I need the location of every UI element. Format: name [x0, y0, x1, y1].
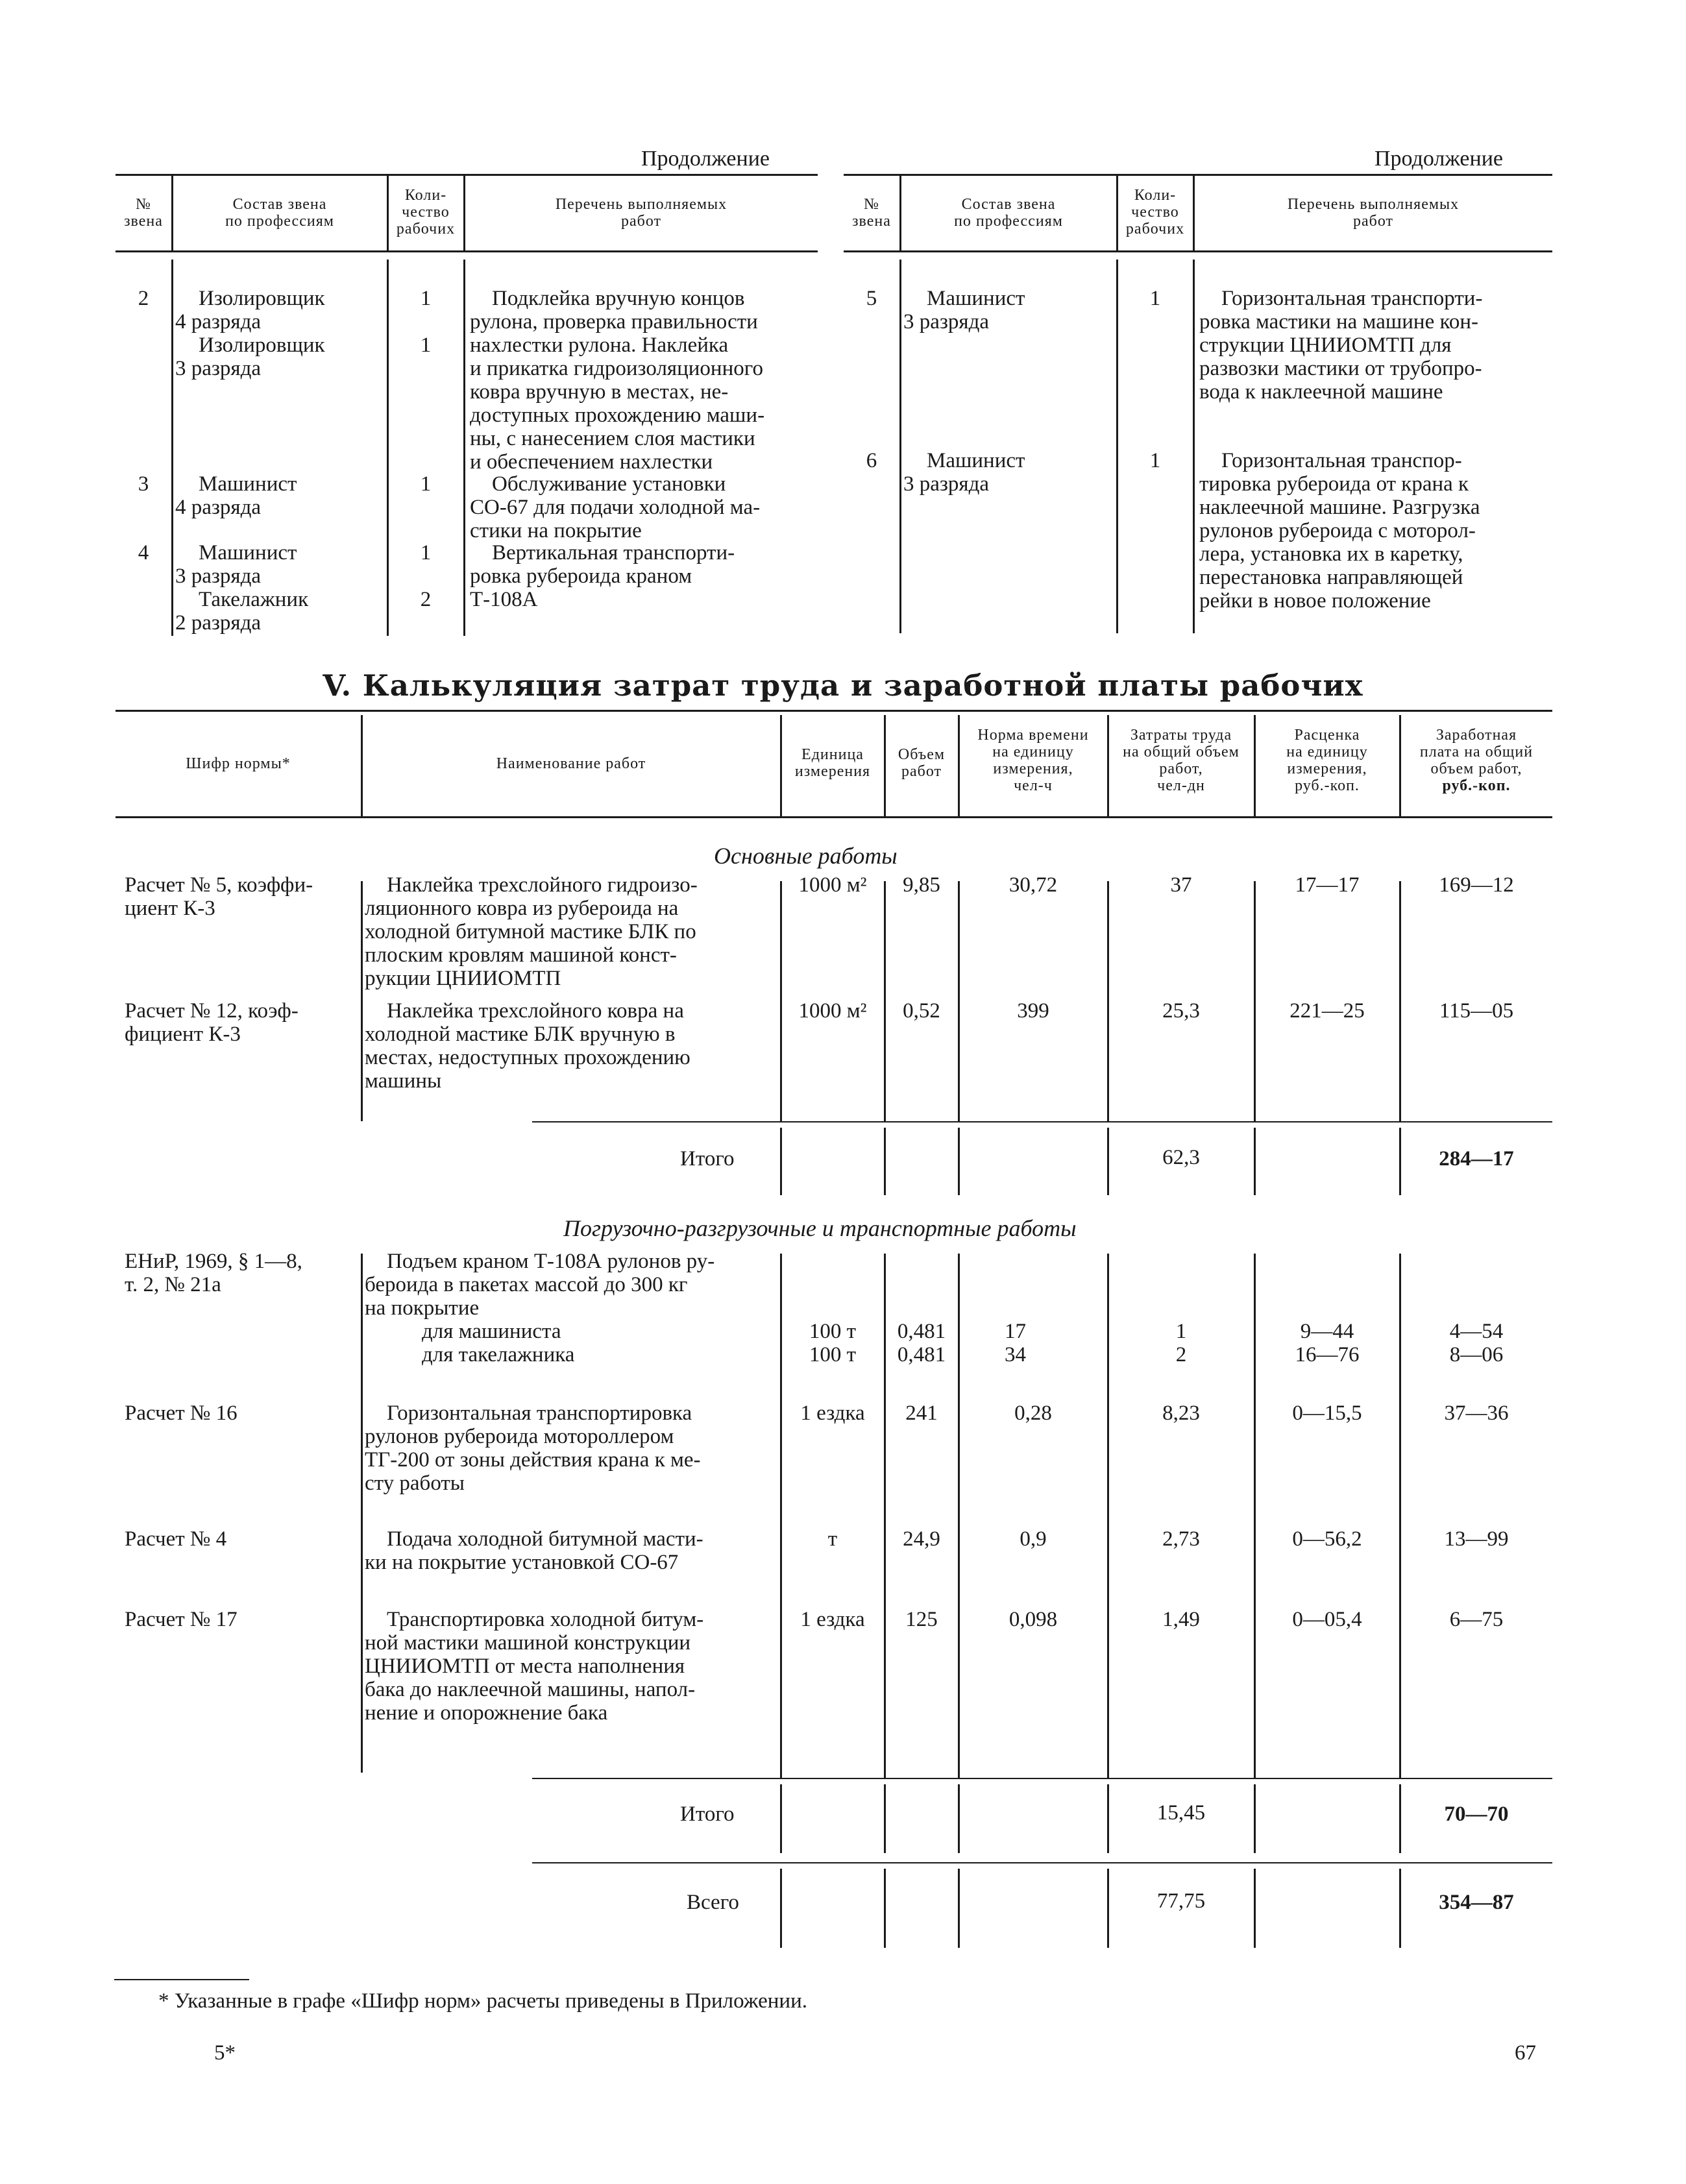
main-row2-volume: 0,52 [903, 999, 940, 1023]
main-row2-code: Расчет № 12, коэф- фициент К-3 [125, 999, 299, 1046]
load-row1-sub2-rate: 16—76 [1295, 1343, 1360, 1366]
main-row2-norm: 399 [1017, 999, 1049, 1023]
tl-row2-works: Подклейка вручную концов рулона, проверка правильности нахлестки рулона. Наклейка и прикатка гидроизоляционного ковра вручную в местах, не- доступных прохождению маши- ны, с нанесением слоя мастики и обеспечением нахлестки [470, 287, 765, 474]
load-total-vline-5 [1254, 1784, 1256, 1853]
signature-mark: 5* [214, 2041, 236, 2065]
load-row1-sub1-norm: 17 [1005, 1320, 1026, 1343]
load-vline-5 [1107, 1254, 1109, 1778]
main-row2-rate: 221—25 [1289, 999, 1365, 1023]
main-row1-wage: 169—12 [1439, 873, 1514, 897]
main-total-vline-5 [1254, 1128, 1256, 1195]
tr-body-vline-1 [899, 260, 901, 633]
main-total-rule [532, 1121, 1552, 1122]
main-vline-6 [1254, 881, 1256, 1121]
load-total-labor: 15,45 [1156, 1801, 1206, 1825]
section-title: V. Калькуляция затрат труда и заработной платы рабочих [323, 668, 1363, 703]
tl-row3-works: Обслуживание установки СО-67 для подачи холодной ма- стики на покрытие [470, 472, 761, 542]
tr-row6-works: Горизонтальная транспор- тировка рубероида от крана к наклеечной машине. Разгрузка рулонов рубероида с моторол- лера, установка их в каретку, перестановка направляющей рейки в новое положение [1199, 449, 1480, 613]
tr-row5-composition: Машинист 3 разряда [903, 287, 1025, 334]
main-total-vline-3 [958, 1128, 960, 1195]
continuation-label-left: Продолжение [641, 147, 770, 171]
load-row2-norm: 0,28 [1014, 1401, 1052, 1425]
load-row1-sub2-unit: 100 т [809, 1343, 857, 1366]
calc-header-rule-bottom [116, 816, 1552, 818]
main-total-labor: 62,3 [1162, 1146, 1200, 1169]
calc-header-wage: Заработная плата на общий объем работ, руб.-коп. [1419, 727, 1533, 794]
main-vline-5 [1107, 881, 1109, 1121]
grand-total-vline-1 [780, 1869, 782, 1948]
continuation-label-right: Продолжение [1374, 147, 1504, 171]
main-row1-name: Наклейка трехслойного гидроизо- ляционного ковра из рубероида на холодной битумной мастике БЛК по плоским кровлям машиной конст- рукции ЦНИИОМТП [365, 873, 698, 990]
main-row2-wage: 115—05 [1439, 999, 1514, 1023]
load-row3-name: Подача холодной битумной масти- ки на покрытие установкой СО-67 [365, 1527, 703, 1574]
load-row1-sub2-wage: 8—06 [1449, 1343, 1504, 1366]
load-row2-name: Горизонтальная транспортировка рулонов рубероида мотороллером ТГ-200 от зоны действия крана к ме- сту работы [365, 1401, 701, 1495]
tr-body-vline-3 [1193, 260, 1195, 633]
load-total-rule [532, 1778, 1552, 1779]
tl-row3-num: 3 [138, 472, 149, 496]
calc-header-code: Шифр нормы* [186, 755, 291, 772]
grand-total-vline-4 [1107, 1869, 1109, 1948]
load-row4-rate: 0—05,4 [1292, 1608, 1362, 1631]
load-row3-rate: 0—56,2 [1292, 1527, 1362, 1551]
main-works-title: Основные работы [714, 843, 898, 869]
tl-row2-count: 1 1 [420, 287, 432, 357]
load-vline-6 [1254, 1254, 1256, 1778]
tl-row3-count: 1 [420, 472, 432, 496]
grand-total-vline-3 [958, 1869, 960, 1948]
load-row1-sub1-wage: 4—54 [1449, 1320, 1504, 1343]
main-total-label: Итого [680, 1147, 735, 1171]
load-row3-code: Расчет № 4 [125, 1527, 227, 1551]
load-row1-sub1-unit: 100 т [809, 1320, 857, 1343]
calc-header-rate: Расценка на единицу измерения, руб.-коп. [1286, 727, 1368, 794]
main-row1-unit: 1000 м² [798, 873, 867, 897]
load-row2-wage: 37—36 [1444, 1401, 1509, 1425]
main-vline-1 [361, 881, 363, 1121]
load-row1-sub2-name: для такелажника [422, 1343, 575, 1366]
load-row2-unit: 1 ездка [800, 1401, 865, 1425]
load-row1-sub1-labor: 1 [1175, 1320, 1187, 1343]
calc-header-unit: Единица измерения [794, 746, 871, 780]
load-row4-volume: 125 [905, 1608, 938, 1631]
load-row4-labor: 1,49 [1162, 1608, 1200, 1631]
calc-header-name: Наименование работ [496, 755, 646, 772]
main-vline-4 [958, 881, 960, 1121]
load-total-vline-6 [1399, 1784, 1401, 1853]
load-row1-sub1-name: для машиниста [422, 1320, 561, 1343]
load-row1-sub2-labor: 2 [1175, 1343, 1187, 1366]
load-vline-3 [884, 1254, 886, 1778]
footnote-rule [114, 1979, 249, 1980]
load-row4-name: Транспортировка холодной битум- ной мастики машиной конструкции ЦНИИОМТП от места наполнения бака до наклеечной машины, напол- нение и опорожнение бака [365, 1608, 704, 1725]
load-vline-1 [361, 1254, 363, 1773]
load-row1-sub2-norm: 34 [1005, 1343, 1026, 1366]
load-row1-sub2-volume: 0,481 [897, 1343, 946, 1366]
main-row1-volume: 9,85 [903, 873, 940, 897]
load-row1-code: ЕНиР, 1969, § 1—8, т. 2, № 21а [125, 1250, 302, 1296]
tr-row5-count: 1 [1149, 287, 1161, 310]
tl-row2-composition: Изолировщик 4 разряда Изолировщик 3 разряда [175, 287, 325, 380]
tr-body-vline-2 [1116, 260, 1118, 633]
tl-row4-works: Вертикальная транспорти- ровка рубероида краном Т-108А [470, 541, 735, 611]
main-vline-2 [780, 881, 782, 1121]
load-row1-name: Подъем краном Т-108А рулонов ру- бероида в пакетах массой до 300 кг на покрытие [365, 1250, 715, 1320]
load-works-title: Погрузочно-разгрузочные и транспортные работы [563, 1215, 1077, 1241]
load-total-vline-2 [884, 1784, 886, 1853]
load-row2-code: Расчет № 16 [125, 1401, 238, 1425]
main-row2-name: Наклейка трехслойного ковра на холодной мастике БЛК вручную в местах, недоступных прохождению машины [365, 999, 690, 1093]
load-vline-4 [958, 1254, 960, 1778]
load-row4-norm: 0,098 [1008, 1608, 1058, 1631]
tr-row6-composition: Машинист 3 разряда [903, 449, 1025, 496]
load-vline-7 [1399, 1254, 1401, 1778]
tl-row3-composition: Машинист 4 разряда [175, 472, 297, 519]
calc-header-labor: Затраты труда на общий объем работ, чел-дн [1123, 727, 1240, 794]
top-right-header-rule-top [844, 174, 1552, 176]
tl-header-count: Коли- чество рабочих [396, 187, 456, 237]
top-left-header-rule-top [116, 174, 818, 176]
tr-row5-num: 5 [866, 287, 877, 310]
main-vline-3 [884, 881, 886, 1121]
footnote-text: * Указанные в графе «Шифр норм» расчеты приведены в Приложении. [158, 1989, 808, 2013]
main-row1-rate: 17—17 [1295, 873, 1360, 897]
load-row2-labor: 8,23 [1162, 1401, 1200, 1425]
tl-body-vline-2 [387, 260, 389, 636]
tl-row2-num: 2 [138, 287, 149, 310]
grand-total-vline-6 [1399, 1869, 1401, 1948]
load-row2-rate: 0—15,5 [1292, 1401, 1362, 1425]
calc-header-rule-top [116, 710, 1552, 712]
tl-row4-count: 1 2 [420, 541, 432, 611]
load-row4-code: Расчет № 17 [125, 1608, 238, 1631]
load-row3-norm: 0,9 [1020, 1527, 1047, 1551]
tl-body-vline-1 [171, 260, 173, 636]
load-total-label: Итого [680, 1802, 735, 1826]
load-total-vline-1 [780, 1784, 782, 1853]
tr-header-count: Коли- чество рабочих [1125, 187, 1185, 237]
main-row1-norm: 30,72 [1008, 873, 1058, 897]
main-total-vline-6 [1399, 1128, 1401, 1195]
tr-row6-count: 1 [1149, 449, 1161, 472]
load-row3-wage: 13—99 [1444, 1527, 1509, 1551]
load-row3-labor: 2,73 [1162, 1527, 1200, 1551]
tr-header-num: № звена [852, 196, 891, 230]
load-total-vline-3 [958, 1784, 960, 1853]
top-left-header-rule-bottom [116, 250, 818, 252]
load-row3-volume: 24,9 [903, 1527, 940, 1551]
grand-total-vline-2 [884, 1869, 886, 1948]
tl-row4-composition: Машинист 3 разряда Такелажник 2 разряда [175, 541, 309, 635]
top-right-header-rule-bottom [844, 250, 1552, 252]
grand-total-label: Всего [687, 1891, 739, 1914]
grand-total-labor: 77,75 [1156, 1889, 1206, 1913]
grand-total-vline-5 [1254, 1869, 1256, 1948]
load-total-wage: 70—70 [1444, 1802, 1509, 1826]
load-vline-2 [780, 1254, 782, 1778]
tr-header-works: Перечень выполняемых работ [1287, 196, 1460, 230]
load-total-vline-4 [1107, 1784, 1109, 1853]
tl-header-composition: Состав звена по профессиям [225, 196, 334, 230]
main-total-wage: 284—17 [1439, 1147, 1514, 1171]
main-total-vline-2 [884, 1128, 886, 1195]
grand-total-wage: 354—87 [1439, 1891, 1514, 1914]
main-row2-unit: 1000 м² [798, 999, 867, 1023]
page-number: 67 [1515, 2041, 1536, 2065]
load-row3-unit: т [827, 1527, 838, 1551]
tl-row4-num: 4 [138, 541, 149, 564]
main-row1-code: Расчет № 5, коэффи- циент К-3 [125, 873, 313, 920]
tl-body-vline-3 [463, 260, 465, 636]
main-total-vline-4 [1107, 1128, 1109, 1195]
calc-header-norm: Норма времени на единицу измерения, чел-ч [977, 727, 1089, 794]
tr-row6-num: 6 [866, 449, 877, 472]
load-row4-wage: 6—75 [1449, 1608, 1504, 1631]
calc-header-volume: Объем работ [898, 746, 946, 780]
load-row4-unit: 1 ездка [800, 1608, 865, 1631]
tl-header-works: Перечень выполняемых работ [555, 196, 727, 230]
load-row2-volume: 241 [905, 1401, 938, 1425]
main-row1-labor: 37 [1170, 873, 1192, 897]
main-row2-labor: 25,3 [1162, 999, 1200, 1023]
tr-row5-works: Горизонтальная транспорти- ровка мастики на машине кон- струкции ЦНИИОМТП для развозки мастики от трубопро- вода к наклеечной машине [1199, 287, 1483, 404]
tr-header-composition: Состав звена по профессиям [954, 196, 1063, 230]
grand-total-rule [532, 1862, 1552, 1863]
main-vline-7 [1399, 881, 1401, 1121]
tl-header-num: № звена [124, 196, 163, 230]
load-row1-sub1-rate: 9—44 [1300, 1320, 1354, 1343]
load-row1-sub1-volume: 0,481 [897, 1320, 946, 1343]
main-total-vline-1 [780, 1128, 782, 1195]
